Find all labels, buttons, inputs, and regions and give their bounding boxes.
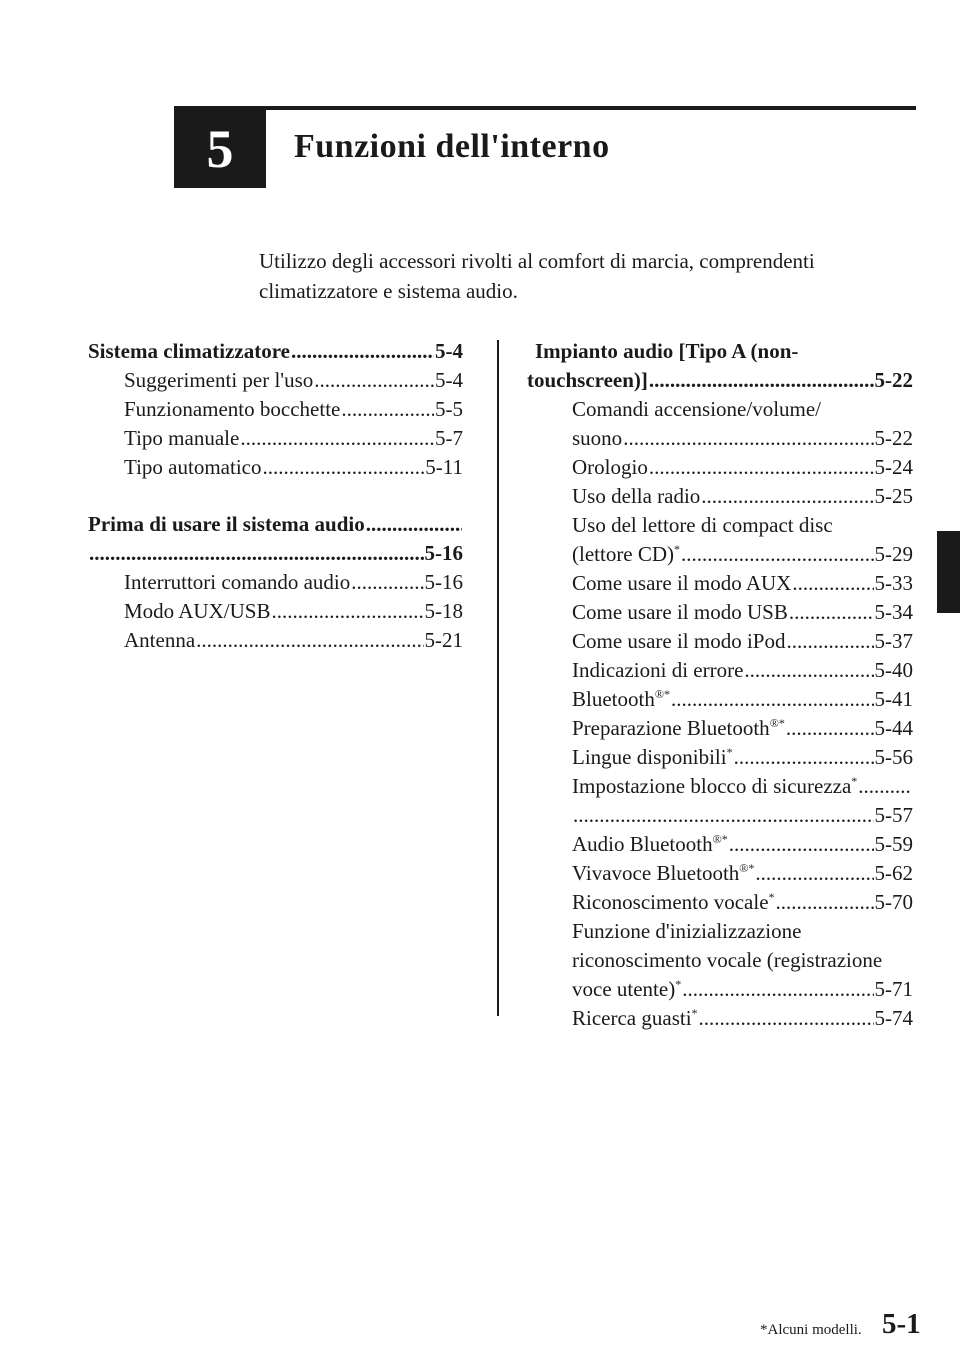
toc-item-aux-usb[interactable]: Modo AUX/USB ..... 5-18 [124,597,463,626]
toc-item-interruttori[interactable]: Interruttori comando audio ..... 5-16 [124,568,463,597]
footnote: *Alcuni modelli. [760,1322,862,1338]
chapter-title: Funzioni dell'interno [294,128,610,165]
intro-line-1: Utilizzo degli accessori rivolti al comfort di marcia, comprendenti [259,249,815,273]
toc-item-tipo-manuale[interactable]: Tipo manuale ..... 5-7 [124,424,463,453]
toc-item-vivavoce[interactable]: Vivavoce Bluetooth®* ..... 5-62 [572,859,913,888]
asterisk-mark: * [674,542,681,556]
toc-item-lettore-cd-line2[interactable]: (lettore CD)* ..... 5-29 [572,540,913,569]
toc-item-indicazioni-errore[interactable]: Indicazioni di errore ..... 5-40 [572,656,913,685]
toc-item-tipo-automatico[interactable]: Tipo automatico ..... 5-11 [124,453,463,482]
toc-item-radio[interactable]: Uso della radio ..... 5-25 [572,482,913,511]
toc-item-inizializzazione-line2[interactable]: riconoscimento vocale (registrazione [572,948,883,972]
chapter-number-box [174,110,266,188]
toc-item-preparazione-bluetooth[interactable]: Preparazione Bluetooth®* ..... 5-44 [572,714,913,743]
toc-section-climatizzatore[interactable]: Sistema climatizzatore ..... 5-4 [88,337,463,366]
page-number: 5-1 [882,1308,921,1340]
toc-section-prima-audio-line1[interactable]: Prima di usare il sistema audio ..... [88,510,463,539]
toc-item-modo-aux[interactable]: Come usare il modo AUX ..... 5-33 [572,569,913,598]
toc-item-lingue[interactable]: Lingue disponibili* ..... 5-56 [572,743,913,772]
toc-item-blocco-sicurezza-line2[interactable]: ..... 5-57 [572,801,913,830]
registered-asterisk-mark: ®* [739,861,755,875]
toc-item-riconoscimento-vocale[interactable]: Riconoscimento vocale* ..... 5-70 [572,888,913,917]
toc-item-ricerca-guasti[interactable]: Ricerca guasti* ..... 5-74 [572,1004,913,1033]
chapter-number: 5 [206,119,234,179]
asterisk-mark: * [726,745,733,759]
intro-line-2: climatizzatore e sistema audio. [259,279,518,303]
toc-item-bluetooth[interactable]: Bluetooth®* ..... 5-41 [572,685,913,714]
toc-item-comandi-line1[interactable]: Comandi accensione/volume/ [572,397,822,421]
toc-section-prima-audio-line2[interactable]: ..... 5-16 [88,539,463,568]
toc-section-impianto-audio-line1[interactable]: Impianto audio [Tipo A (non- [535,339,799,363]
toc-item-inizializzazione-line3[interactable]: voce utente)* ..... 5-71 [572,975,913,1004]
toc-item-modo-usb[interactable]: Come usare il modo USB ..... 5-34 [572,598,913,627]
asterisk-mark: * [768,890,775,904]
toc-item-orologio[interactable]: Orologio ..... 5-24 [572,453,913,482]
registered-asterisk-mark: ®* [769,716,785,730]
registered-asterisk-mark: ®* [654,687,670,701]
chapter-intro [259,246,899,306]
registered-asterisk-mark: ®* [712,832,728,846]
toc-item-antenna[interactable]: Antenna ..... 5-21 [124,626,463,655]
chapter-edge-tab [937,531,960,613]
asterisk-mark: * [851,774,858,788]
toc-item-bocchette[interactable]: Funzionamento bocchette ..... 5-5 [124,395,463,424]
toc-section-impianto-audio-line2[interactable]: touchscreen)] ..... 5-22 [527,366,913,395]
toc-item-blocco-sicurezza-line1[interactable]: Impostazione blocco di sicurezza* ..... [572,772,913,801]
toc-item-suggerimenti[interactable]: Suggerimenti per l'uso ..... 5-4 [124,366,463,395]
toc-item-modo-ipod[interactable]: Come usare il modo iPod ..... 5-37 [572,627,913,656]
toc-item-audio-bluetooth[interactable]: Audio Bluetooth®* ..... 5-59 [572,830,913,859]
asterisk-mark: * [675,977,682,991]
column-divider [497,340,499,1016]
toc-item-comandi-line2[interactable]: suono ..... 5-22 [572,424,913,453]
asterisk-mark: * [691,1006,698,1020]
chapter-header-rule [174,106,916,110]
toc-item-lettore-cd-line1[interactable]: Uso del lettore di compact disc [572,513,833,537]
toc-item-inizializzazione-line1[interactable]: Funzione d'inizializzazione [572,919,802,943]
